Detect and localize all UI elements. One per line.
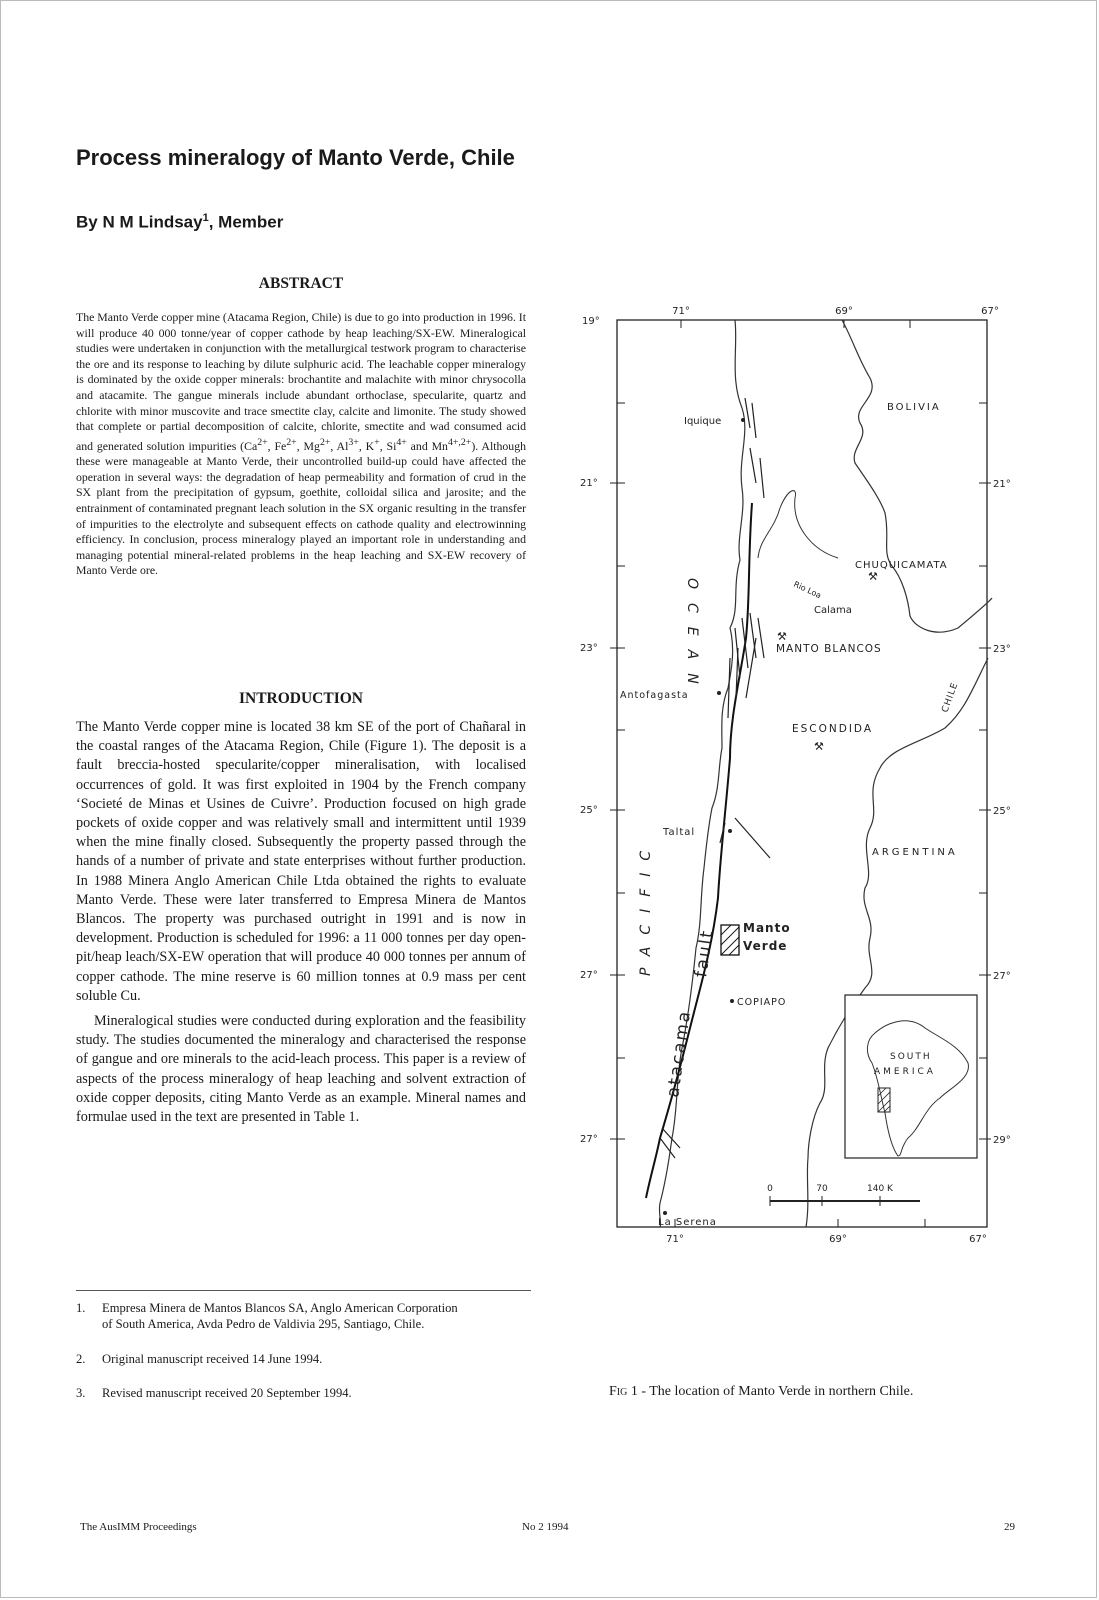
lat-label-left: 25° bbox=[580, 805, 598, 816]
lon-label-top: 69° bbox=[835, 306, 853, 317]
place-label-taltal: Taltal bbox=[663, 827, 696, 838]
ion-charge: 4+,2+ bbox=[447, 436, 472, 448]
place-label-rio-loa: Rio Loa bbox=[792, 579, 823, 601]
abstract-heading: ABSTRACT bbox=[258, 275, 344, 292]
ion-charge: 2+ bbox=[286, 436, 297, 448]
place-label-chile: CHILE bbox=[940, 681, 961, 715]
footnote-text: Empresa Minera de Mantos Blancos SA, Anglo American Corporation bbox=[102, 1301, 458, 1315]
place-label-calama: Calama bbox=[814, 605, 852, 616]
ion-charge: 3+ bbox=[348, 436, 359, 448]
ion-symbol: , Si bbox=[379, 438, 397, 453]
pacific-label: PACIFIC bbox=[638, 838, 654, 976]
abstract-text bbox=[76, 310, 526, 579]
rio-loa-river bbox=[758, 491, 838, 558]
inset-label-south: SOUTH bbox=[890, 1052, 932, 1062]
atacama-fault-label: atacama bbox=[663, 1008, 696, 1099]
deposit-hatch bbox=[721, 925, 739, 955]
place-label-verde: Verde bbox=[743, 939, 788, 953]
lon-label-bottom: 69° bbox=[829, 1234, 847, 1245]
footnote-2 bbox=[76, 1351, 536, 1367]
ion-symbol: , Al bbox=[330, 438, 349, 453]
mine-symbol-icon: ⚒ bbox=[868, 570, 878, 583]
lat-label-left: 27° bbox=[580, 970, 598, 981]
place-label-bolivia: BOLIVIA bbox=[887, 402, 941, 413]
lat-label-left: 19° bbox=[582, 316, 600, 327]
ion-charge: 2+ bbox=[319, 436, 331, 448]
ion-charge: 4+ bbox=[396, 436, 407, 448]
lat-label-left: 23° bbox=[580, 643, 598, 654]
paper-title: Process mineralogy of Manto Verde, Chile bbox=[76, 145, 515, 170]
mine-symbol-icon: ⚒ bbox=[814, 740, 824, 753]
author-footnote-marker: 1 bbox=[202, 212, 209, 224]
figure-caption-text: - The location of Manto Verde in northern Chile. bbox=[637, 1384, 914, 1399]
place-label-iquique: Iquique bbox=[684, 416, 722, 427]
abstract-part-2: ). Although these were manageable at Manto Verde, their uncontrolled build-up could have affected the operation in several ways: the degradation of heap permeability and formation of crud in the SX plant from the precipitation of gypsum, goethite, colloidal silica and jarosite; and the entrainment of contaminated pregnant leach solution in the SX organic resulting in the transfer of impurities to the electrolyte and subsequent effects on cathode quality and electrowinning efficiency. In conclusion, process mineralogy played an important role in understanding and managing potential mineral-related problems in the heap leaching and SX-EW recovery of Manto Verde ore. bbox=[76, 438, 526, 578]
footnote-3 bbox=[76, 1385, 536, 1401]
introduction-paragraph-2: Mineralogical studies were conducted during exploration and the feasibility study. The studies documented the mineralogy and characterised the response of gangue and ore minerals to the acid-leach process. This paper is a review of aspects of the process mineralogy of heap leaching and solvent extraction of oxide copper deposits, citing Manto Verde as an example. Mineral names and formulae used in the text are presented in Table 1. bbox=[76, 1013, 526, 1126]
lat-label-left: 27° bbox=[580, 1134, 598, 1145]
ocean-label: OCEAN bbox=[684, 578, 700, 698]
ion-symbol: , K bbox=[358, 438, 375, 453]
lat-label-right: 25° bbox=[993, 806, 1011, 817]
ion-symbol: , Mg bbox=[296, 438, 320, 453]
lat-label-right: 23° bbox=[993, 644, 1011, 655]
ion-charge: + bbox=[374, 436, 380, 448]
place-label-mantos-blancos: MANTO BLANCOS bbox=[776, 643, 882, 655]
scale-label: 0 bbox=[767, 1184, 773, 1194]
footnote-text: Original manuscript received 14 June 1994. bbox=[102, 1352, 323, 1366]
footnote-number: 1. bbox=[76, 1301, 86, 1315]
lon-label-bottom: 71° bbox=[666, 1234, 684, 1245]
place-label-argentina: ARGENTINA bbox=[872, 847, 958, 858]
footer-journal: The AusIMM Proceedings bbox=[80, 1521, 197, 1533]
place-label-copiapo: COPIAPO bbox=[737, 997, 787, 1008]
author-membership: , Member bbox=[208, 212, 284, 232]
author-line bbox=[76, 212, 283, 233]
footnote-rule bbox=[76, 1290, 531, 1291]
author-name: By N M Lindsay bbox=[76, 212, 203, 232]
place-label-chuquicamata: CHUQUICAMATA bbox=[855, 560, 948, 571]
ion-symbol: , Fe bbox=[267, 438, 287, 453]
introduction-heading: INTRODUCTION bbox=[238, 690, 363, 707]
scale-label: 140 K bbox=[867, 1184, 893, 1194]
location-map-figure bbox=[580, 298, 1025, 1278]
lon-label-bottom: 67° bbox=[969, 1234, 987, 1245]
footnote-text: Revised manuscript received 20 September 1994. bbox=[102, 1386, 352, 1400]
footnote-text-cont: of South America, Avda Pedro de Valdivia 295, Santiago, Chile. bbox=[102, 1317, 425, 1331]
scale-label: 70 bbox=[816, 1184, 828, 1194]
footnote-number: 3. bbox=[76, 1386, 86, 1400]
lat-ticks-right bbox=[979, 403, 991, 1139]
lat-label-right: 21° bbox=[993, 479, 1011, 490]
lat-label-right: 29° bbox=[993, 1135, 1011, 1146]
lat-label-left: 21° bbox=[580, 478, 598, 489]
introduction-paragraph-1: The Manto Verde copper mine is located 38 km SE of the port of Chañaral in the coastal ranges of the Atacama Region, Chile (Figure 1). The deposit is a fault breccia-hosted specularite/copper mineralisation, with localised occurrences of gold. It was first exploited in 1904 by the French company ‘Societé de Minas et Usines de Cuivre’. Production focused on high grade pockets of oxide copper and was relatively small and intermittent until 1939 when the mine finally closed. Subsequently the property passed through the hands of a number of private and state enterprises without further production. In 1988 Minera Anglo American Chile Ltda obtained the rights to evaluate Manto Verde. These were later transferred to Empresa Minera de Mantos Blancos. The property was purchased outright in 1991 and is now in development. Production is scheduled for 1996: a 11 000 tonnes per day open-pit/heap leach/SX-EW operation that will produce 40 000 tonnes per annum of copper cathode. The mine reserve is 60 million tonnes at 0.9 mass per cent soluble Cu. bbox=[76, 719, 526, 1004]
place-label-manto: Manto bbox=[743, 921, 791, 935]
abstract-part-1: The Manto Verde copper mine (Atacama Region, Chile) is due to go into production in 1996. It will produce 40 000 tonne/year of copper cathode by heap leaching/SX-EW. Mineralogical studies were undertaken in conjunction with the metallurgical testwork program to characterise the ore and its response to leaching by dilute sulphuric acid. The leachable copper mineralogy is dominated by the oxide copper minerals: brochantite and malachite with minor chrysocolla and atacamite. The gangue minerals include abundant orthoclase, specularite, quartz and chlorite with minor muscovite and trace smectite clay, calcite and limonite. The study showed that complete or partial decomposition of calcite, chlorite, smectite and wad consumed acid and generated solution impurities (Ca bbox=[76, 310, 526, 453]
ion-charge: 2+ bbox=[257, 436, 268, 448]
place-label-escondida: ESCONDIDA bbox=[792, 723, 874, 735]
figure-caption bbox=[609, 1384, 913, 1400]
mine-symbol-icon: ⚒ bbox=[777, 630, 787, 643]
footer-issue: No 2 1994 bbox=[522, 1521, 569, 1533]
lat-label-right: 27° bbox=[993, 971, 1011, 982]
place-label-antofagasta: Antofagasta bbox=[620, 690, 689, 701]
introduction-text bbox=[76, 718, 526, 1127]
ion-symbol: and Mn bbox=[406, 438, 448, 453]
inset-label-america: AMERICA bbox=[874, 1067, 936, 1077]
page-number: 29 bbox=[1004, 1521, 1015, 1533]
footnote-number: 2. bbox=[76, 1352, 86, 1366]
fault-label: fault bbox=[691, 927, 718, 979]
lon-label-top: 71° bbox=[672, 306, 690, 317]
lon-label-top: 67° bbox=[981, 306, 999, 317]
footnote-1 bbox=[76, 1300, 536, 1332]
place-label-la-serena: La Serena bbox=[658, 1217, 717, 1228]
figure-caption-label: Fig 1 bbox=[609, 1384, 638, 1399]
